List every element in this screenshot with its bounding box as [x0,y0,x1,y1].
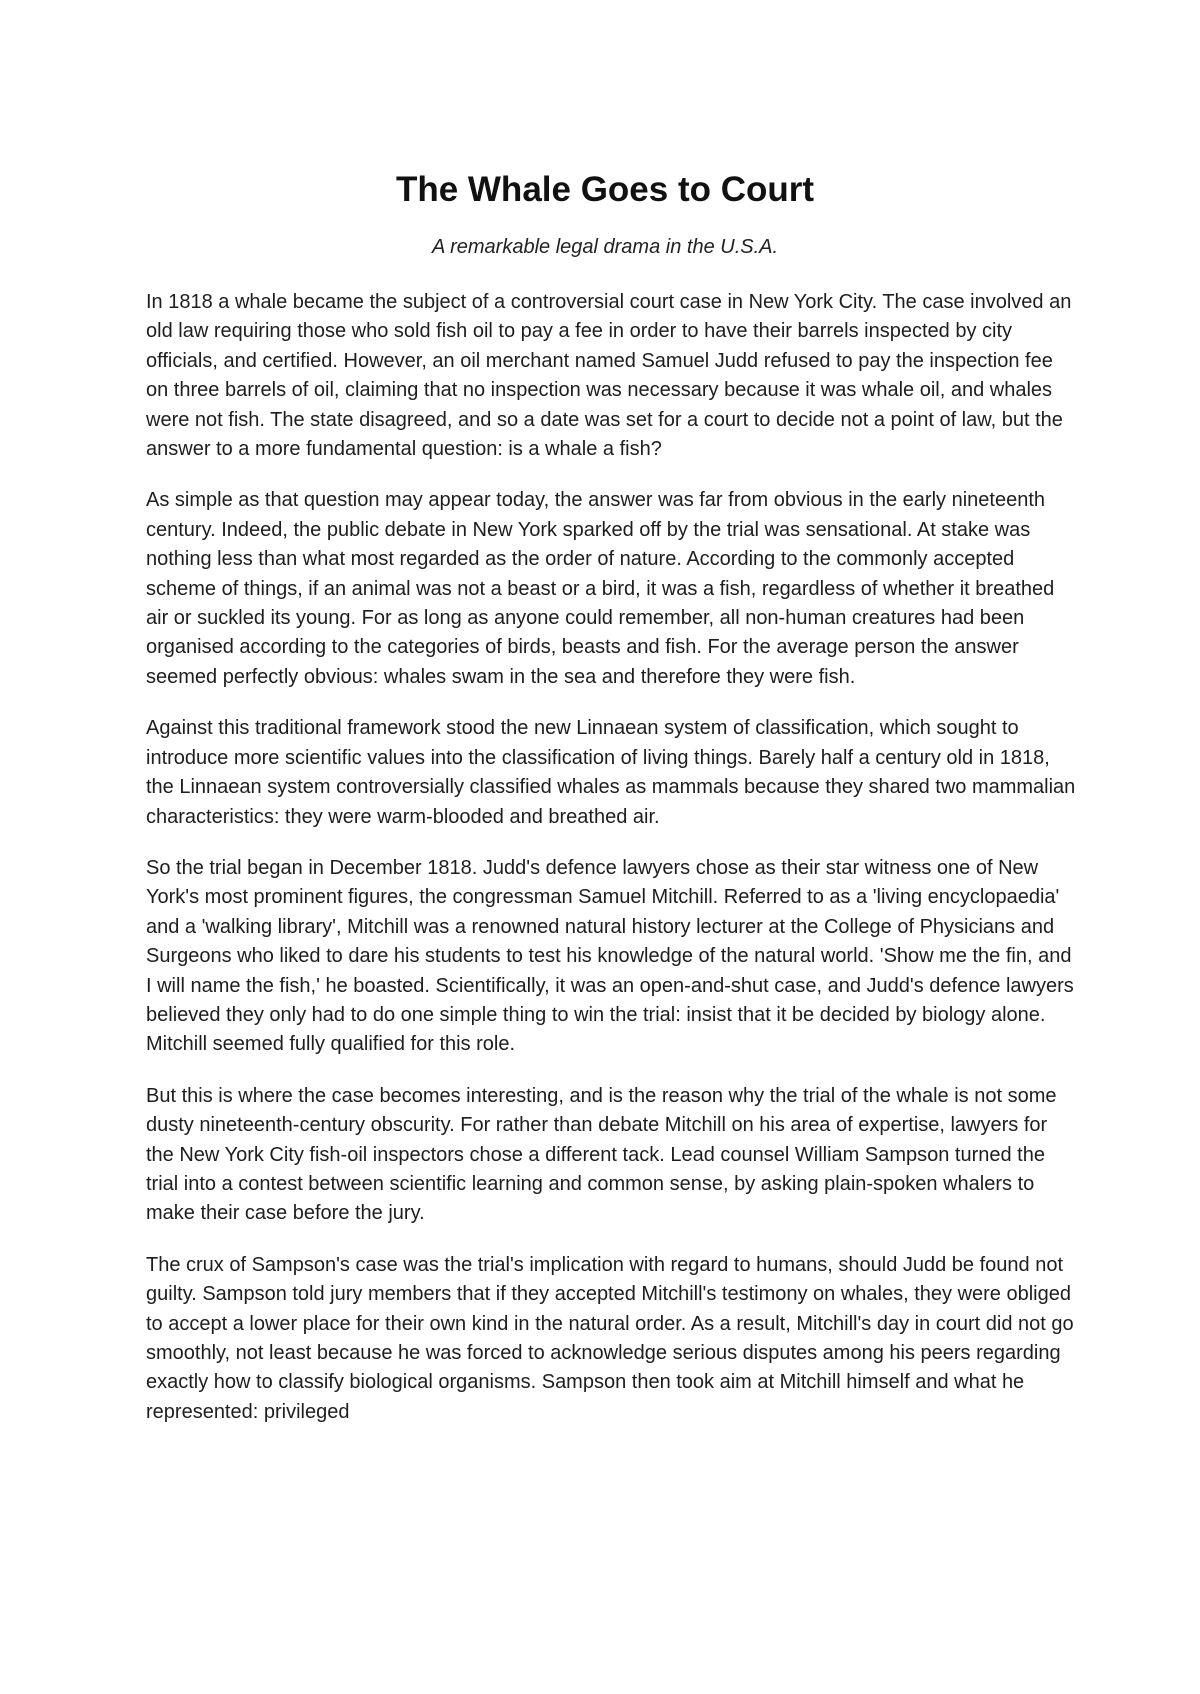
article-body [146,288,1076,1449]
page-title: The Whale Goes to Court [395,170,815,209]
paragraph-4: So the trial began in December 1818. Judd's defence lawyers chose as their star witness one of New York's most prominent figures, the congressman Samuel Mitchill. Referred to as a 'living encyclopaedia' and a 'walking library', Mitchill was a renowned natural history lecturer at the College of Physicians and Surgeons who liked to dare his students to test his knowledge of the natural world. 'Show me the fin, and I will name the fish,' he boasted. Scientifically, it was an open-and-shut case, and Judd's defence lawyers believed they only had to do one simple thing to win the trial: insist that it be decided by biology alone. Mitchill seemed fully qualified for this role. [146,856,1074,1056]
paragraph-2: As simple as that question may appear today, the answer was far from obvious in the early nineteenth century. Indeed, the public debate in New York sparked off by the trial was sensational. At stake was nothing less than what most regarded as the order of nature. According to the commonly accepted scheme of things, if an animal was not a beast or a bird, it was a fish, regardless of whether it breathed air or suckled its young. For as long as anyone could remember, all non-human creatures had been organised according to the categories of birds, beasts and fish. For the average person the answer seemed perfectly obvious: whales swam in the sea and therefore they were fish. [146,489,1055,688]
page-subtitle: A remarkable legal drama in the U.S.A. [431,236,779,258]
paragraph-6: The crux of Sampson's case was the trial's implication with regard to humans, should Judd be found not guilty. Sampson told jury members that if they accepted Mitchill's testimony on whales, they were obliged to accept a lower place for their own kind in the natural order. As a result, Mitchill's day in court did not go smoothly, not least because he was forced to acknowledge serious disputes among his peers regarding exactly how to classify biological organisms. Sampson then took aim at Mitchill himself and what he represented: privileged [146,1253,1074,1423]
paragraph-3: Against this traditional framework stood the new Linnaean system of classification, which sought to introduce more scientific values into the classification of living things. Barely half a century old in 1818, the Linnaean system controversially classified whales as mammals because they shared two mammalian characteristics: they were warm-blooded and breathed air. [146,717,1076,828]
paragraph-1: In 1818 a whale became the subject of a controversial court case in New York City. The case involved an old law requiring those who sold fish oil to pay a fee in order to have their barrels inspected by city officials, and certified. However, an oil merchant named Samuel Judd refused to pay the inspection fee on three barrels of oil, claiming that no inspection was necessary because it was whale oil, and whales were not fish. The state disagreed, and so a date was set for a court to decide not a point of law, but the answer to a more fundamental question: is a whale a fish? [146,291,1072,461]
paragraph-5: But this is where the case becomes interesting, and is the reason why the trial of the whale is not some dusty nineteenth-century obscurity. For rather than debate Mitchill on his area of expertise, lawyers for the New York City fish-oil inspectors chose a different tack. Lead counsel William Sampson turned the trial into a contest between scientific learning and common sense, by asking plain-spoken whalers to make their case before the jury. [146,1084,1057,1225]
